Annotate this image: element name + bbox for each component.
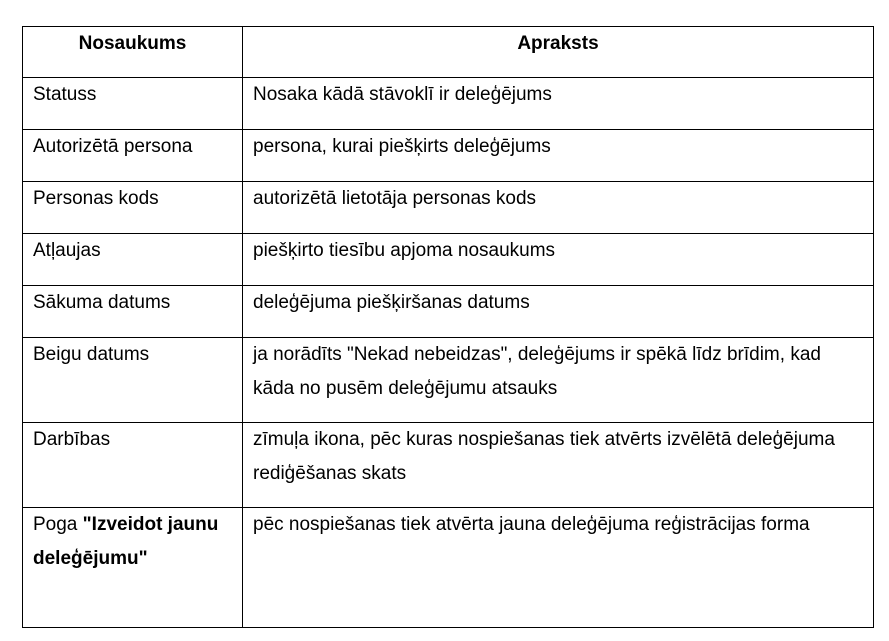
table-row bbox=[23, 130, 874, 182]
table-row bbox=[23, 423, 874, 508]
table-row bbox=[23, 234, 874, 286]
row-description: zīmuļa ikona, pēc kuras nospiešanas tiek atvērts izvēlētā deleģējuma rediģēšanas skats bbox=[243, 423, 874, 508]
row-name-prefix: Poga bbox=[33, 514, 83, 535]
row-name: Beigu datums bbox=[23, 338, 243, 423]
row-description: autorizētā lietotāja personas kods bbox=[243, 182, 874, 234]
row-name: Atļaujas bbox=[23, 234, 243, 286]
row-name bbox=[23, 508, 243, 628]
row-description: pēc nospiešanas tiek atvērta jauna deleģējuma reģistrācijas forma bbox=[243, 508, 874, 628]
header-name: Nosaukums bbox=[23, 27, 243, 78]
row-name: Sākuma datums bbox=[23, 286, 243, 338]
row-name: Statuss bbox=[23, 78, 243, 130]
table-row bbox=[23, 508, 874, 628]
table-header-row bbox=[23, 27, 874, 78]
row-description: Nosaka kādā stāvoklī ir deleģējums bbox=[243, 78, 874, 130]
row-description: persona, kurai piešķirts deleģējums bbox=[243, 130, 874, 182]
row-name-button-label: "Izveidot jaunu deleģējumu" bbox=[33, 514, 219, 569]
row-name: Darbības bbox=[23, 423, 243, 508]
header-description: Apraksts bbox=[243, 27, 874, 78]
description-table bbox=[22, 26, 874, 628]
row-description: piešķirto tiesību apjoma nosaukums bbox=[243, 234, 874, 286]
table-row bbox=[23, 286, 874, 338]
row-name: Autorizētā persona bbox=[23, 130, 243, 182]
row-description: deleģējuma piešķiršanas datums bbox=[243, 286, 874, 338]
row-name: Personas kods bbox=[23, 182, 243, 234]
table-row bbox=[23, 78, 874, 130]
table-row bbox=[23, 182, 874, 234]
table-row bbox=[23, 338, 874, 423]
row-description: ja norādīts "Nekad nebeidzas", deleģējums ir spēkā līdz brīdim, kad kāda no pusēm deleģējumu atsauks bbox=[243, 338, 874, 423]
